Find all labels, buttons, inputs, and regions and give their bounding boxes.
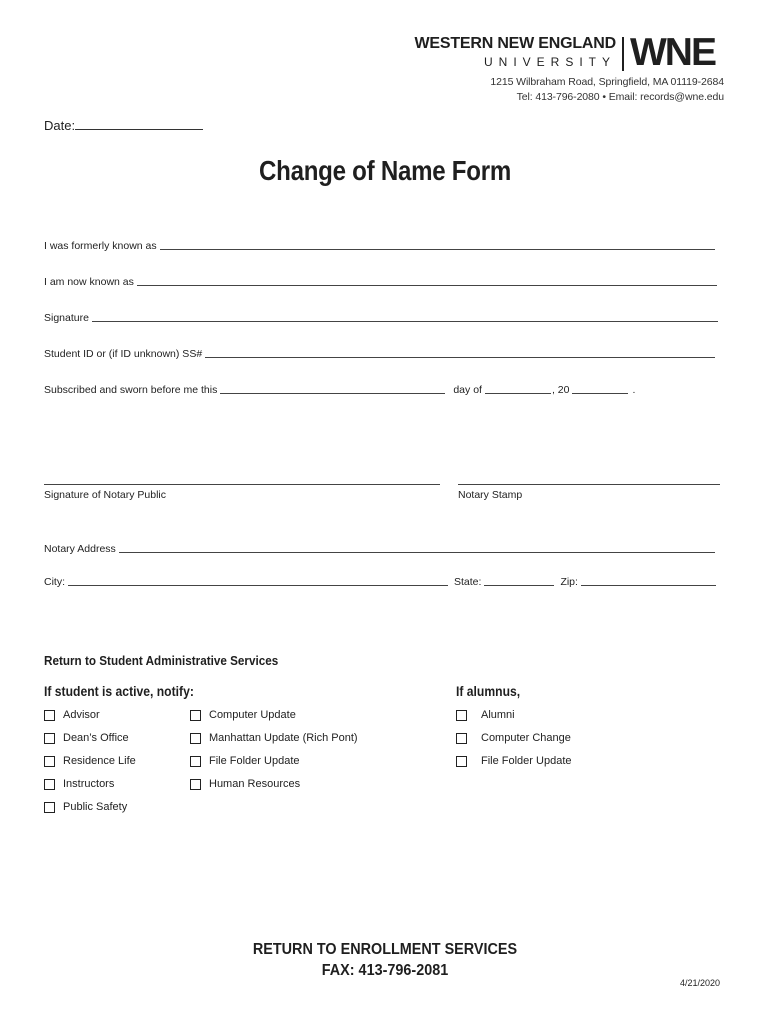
- state-label: State:: [454, 576, 482, 588]
- subscribed-label: Subscribed and sworn before me this: [44, 384, 218, 396]
- checkbox-label: Public Safety: [63, 801, 128, 813]
- checkbox-file-folder-update[interactable]: [190, 755, 300, 767]
- address-line: 1215 Wilbraham Road, Springfield, MA 01119-2684: [490, 76, 724, 88]
- notary-signature-line[interactable]: [44, 484, 440, 485]
- checkbox-box[interactable]: [456, 733, 467, 744]
- checkbox-label: Manhattan Update (Rich Pont): [209, 732, 358, 744]
- checkbox-label: Residence Life: [63, 755, 136, 767]
- university-logo: [398, 31, 726, 75]
- year-prefix-label: , 20: [551, 384, 570, 396]
- checkbox-instructors[interactable]: [44, 778, 114, 790]
- notary-stamp-line[interactable]: [458, 484, 720, 485]
- checkbox-box[interactable]: [44, 802, 55, 813]
- now-known-label: I am now known as: [44, 276, 134, 288]
- notary-address-field[interactable]: [44, 541, 715, 555]
- checkbox-box[interactable]: [190, 710, 201, 721]
- city-state-zip-row[interactable]: [44, 574, 716, 588]
- student-id-field[interactable]: [44, 346, 715, 360]
- state-line[interactable]: [484, 584, 554, 586]
- checkbox-box[interactable]: [456, 710, 467, 721]
- formerly-known-line[interactable]: [160, 248, 715, 250]
- footer-fax-line: FAX: 413-796-2081: [321, 962, 449, 979]
- checkbox-computer-update[interactable]: [190, 709, 296, 721]
- checkbox-deans-office[interactable]: [44, 732, 129, 744]
- checkbox-label: Computer Update: [209, 709, 296, 721]
- checkbox-advisor[interactable]: [44, 709, 100, 721]
- checkbox-box[interactable]: [456, 756, 467, 767]
- zip-label: Zip:: [560, 576, 578, 588]
- day-of-label: day of: [453, 384, 482, 396]
- active-heading: If student is active, notify:: [44, 684, 194, 699]
- checkbox-box[interactable]: [190, 733, 201, 744]
- checkbox-label: Advisor: [63, 709, 100, 721]
- signature-field[interactable]: [44, 310, 718, 324]
- now-known-field[interactable]: [44, 274, 717, 288]
- logo-mark: WNE: [630, 31, 715, 74]
- checkbox-box[interactable]: [44, 733, 55, 744]
- footer-return-line: RETURN TO ENROLLMENT SERVICES: [252, 941, 518, 958]
- signature-line[interactable]: [92, 320, 718, 322]
- checkbox-computer-change[interactable]: [456, 732, 571, 744]
- checkbox-label: File Folder Update: [481, 755, 572, 767]
- checkbox-label: File Folder Update: [209, 755, 300, 767]
- logo-name: WESTERN NEW ENGLAND: [414, 35, 616, 52]
- date-field[interactable]: [44, 118, 203, 133]
- period-mark: .: [632, 384, 636, 396]
- notary-signature-label: Signature of Notary Public: [44, 489, 166, 501]
- return-section-title: Return to Student Administrative Services: [44, 653, 279, 668]
- formerly-known-label: I was formerly known as: [44, 240, 157, 252]
- formerly-known-field[interactable]: [44, 238, 715, 252]
- student-id-line[interactable]: [205, 356, 715, 358]
- revision-date: 4/21/2020: [679, 978, 720, 988]
- city-label: City:: [44, 576, 65, 588]
- checkbox-label: Computer Change: [481, 732, 571, 744]
- notary-address-label: Notary Address: [44, 543, 116, 555]
- checkbox-label: Human Resources: [209, 778, 301, 790]
- city-line[interactable]: [68, 584, 448, 586]
- checkbox-alumni-file-folder-update[interactable]: [456, 755, 572, 767]
- checkbox-residence-life[interactable]: [44, 755, 136, 767]
- signature-label: Signature: [44, 312, 89, 324]
- student-id-label: Student ID or (if ID unknown) SS#: [44, 348, 203, 360]
- page-title: Change of Name Form: [258, 155, 511, 186]
- checkbox-label: Dean’s Office: [63, 732, 129, 744]
- checkbox-box[interactable]: [44, 779, 55, 790]
- zip-line[interactable]: [581, 584, 716, 586]
- checkbox-human-resources[interactable]: [190, 778, 300, 790]
- logo-university: UNIVERSITY: [483, 55, 616, 69]
- now-known-line[interactable]: [137, 284, 717, 286]
- year-line[interactable]: [572, 392, 628, 394]
- subscribed-field[interactable]: [44, 382, 635, 396]
- checkbox-alumni[interactable]: [456, 709, 515, 721]
- subscribed-line[interactable]: [220, 392, 445, 394]
- notary-stamp-label: Notary Stamp: [458, 489, 523, 501]
- checkbox-box[interactable]: [190, 779, 201, 790]
- checkbox-box[interactable]: [44, 710, 55, 721]
- day-of-line[interactable]: [485, 392, 551, 394]
- logo-divider: [622, 37, 624, 71]
- checkbox-label: Instructors: [63, 778, 115, 790]
- date-label: Date:: [44, 118, 76, 133]
- notary-address-line[interactable]: [119, 551, 715, 553]
- contact-line: Tel: 413-796-2080 • Email: records@wne.edu: [516, 91, 724, 103]
- checkbox-manhattan-update[interactable]: [190, 732, 358, 744]
- checkbox-box[interactable]: [190, 756, 201, 767]
- checkbox-label: Alumni: [481, 709, 515, 721]
- date-line[interactable]: [75, 129, 203, 130]
- alumnus-heading: If alumnus,: [456, 684, 521, 699]
- checkbox-box[interactable]: [44, 756, 55, 767]
- checkbox-public-safety[interactable]: [44, 801, 127, 813]
